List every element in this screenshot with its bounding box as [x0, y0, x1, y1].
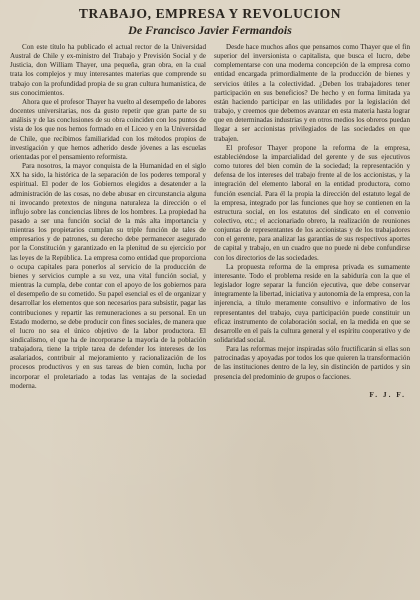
paragraph: Para nosotros, la mayor conquista de la Humanidad en el siglo XX ha sido, la histórica de la separación de los poderes temporal y espiritual. El poder de los Gobiernos elegidos a desatender a la administración de las cosas, no debe abusar en circunstancia alguna ni invocando pretextos de ninguna naturaleza la dirección o el influjo sobre las conciencias libres de los hombres. La propiedad ha pasado a ser una función social de la más alta importancia y mientras los propietarios cumplan su triple función de tales de empresarios y de patrones, su derecho debe permanecer asegurado por la Constitución y garantizado en la plenitud de su ejercicio por las leyes de la República. La empresa como entidad que proporciona o ocupa capitales para ponerlos al servicio de la producción de bienes y servicios cumple a su vez, una vital función social, y mientras la cumpla, debe contar con el apoyo de los gobiernos para el desempeño de su cometido. Su papel esencial es el de organizar y desarrollar los elementos que son necesarios para subsistir, pagar las contribuciones y repartir las remuneraciones a su personal. En un Estado moderno, se debe producir con fines sociales, de manera que el lucro no sea el único objetivo de la labor productora. El sindicalismo, el que ha de incorporarse la mayoría de la población trabajadora, tiene la triple tarea de defender los intereses de los asalariados, contribuir al mejoramiento y racionalización de los procesos productivos y en sus tareas de bien común, lucha por incorporar el proletariado a todas las ventajas de la sociedad moderna. [10, 162, 206, 390]
paragraph: Para las reformas mejor inspiradas sólo fructificarán si ellas son patrocinadas y apoyadas por todos los que quieren la transformación de las instituciones dentro de la ley, sin distinción de partidos y sin presencia del predominio de grupos o facciones. [214, 345, 410, 381]
article-title: TRABAJO, EMPRESA Y REVOLUCION [78, 6, 342, 21]
left-column [10, 43, 206, 391]
article-body [10, 43, 410, 399]
paragraph: El profesor Thayer propone la reforma de la empresa, estableciéndose la imparcialidad del gerente y de sus ejecutivos como tutores del bien común de la sociedad; la representación y defensa de los intereses del trabajo frente al de los accionistas, y la integración del elemento laboral en la entidad productora, como función esencial. Para él la propia la dirección del estatuto legal de la empresa, integrado por las funciones que hoy se contienen en la estructura social, en los estatutos del sindicato en el convenio colectivo, etc.; el accionariado obrero, la realización de reuniones conjuntas de representantes de los accionistas y de los trabajadores con el gerente, para analizar las garantías de sus respectivos aportes de capital y trabajo, en un cuadro que no puede ni debe confundirse con los directorios de las sociedades. [214, 143, 410, 262]
article-byline: De Francisco Javier Fermandois [128, 23, 292, 37]
paragraph: Desde hace muchos años que pensamos como Thayer que el fin superior del inversionista o capitalista, que busca el lucro, debe complementarse con una moderna concepción de la empresa como entidad encargada primordialmente de la producción de bienes y servicios útiles a la colectividad. ¿Deben los trabajadores tener participación en sus beneficios? De hecho y en forma limitada ya están haciendo participar en las utilidades por la legislación del trabajo, y creemos que debemos avanzar en esta materia hasta lograr que en determinadas industrias y en otros medios los obreros puedan llegar a ser accionistas privilegiados de las sociedades en que trabajen. [214, 43, 410, 143]
right-column [214, 43, 410, 399]
paragraph: La propuesta reforma de la empresa privada es sumamente interesante. Todo el problema reside en la sabiduría con la que el legislador logre separar la función ejecutiva, que debe conservar íntegramente la libertad, iniciativa y autonomía de la empresa, con la injerencia, a título meramente consultivo e informativo de los representantes del trabajo, cuya participación puede constituir un eficaz instrumento de colaboración social, en la medida en que se desarrolle en el país la cultura general y el espíritu cooperativo y de solidaridad social. [214, 262, 410, 344]
author-initials: F. J. F. [369, 389, 406, 399]
paragraph: Ahora que el profesor Thayer ha vuelto al desempeño de labores docentes universitarias, nos da gusto repetir que gran parte de su análisis y de las conclusiones de su obra coinciden con los puntos de vista de los que nos hemos formado en el Liceo y en la Universidad de Chile, que recibimos familiaridad con los métodos propios de investigación y que hemos adherido desde jóvenes a las escuelas orientadas por el pensamiento reformista. [10, 97, 206, 161]
paragraph: Con este título ha publicado el actual rector de la Universidad Austral de Chile y ex-ministro del Trabajo y Previsión Social y de Justicia, don William Thayer, una pequeña, gran obra, en la cual trata los complejos y muy interesantes materias que comprende su trabajo con la profundidad propia de su gran cultura humanística, de sus conocimientos. [10, 43, 206, 97]
